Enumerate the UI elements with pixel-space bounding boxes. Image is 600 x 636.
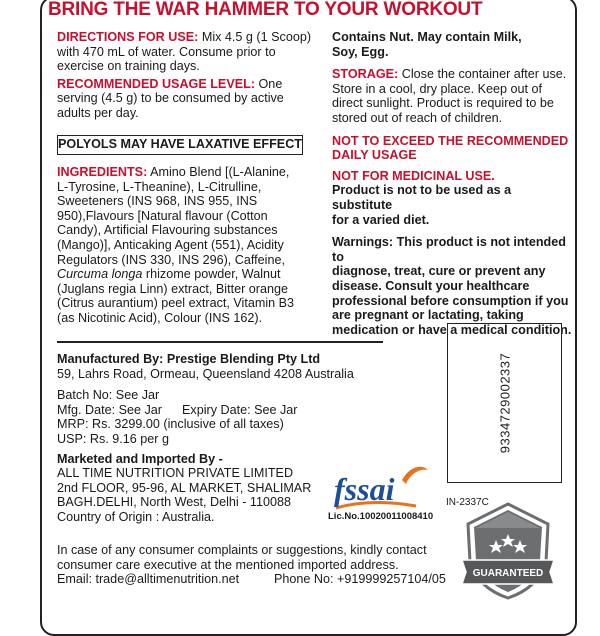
warnings-line: professional before consumption if you (332, 293, 569, 308)
directions-line: exercise on training days. (57, 59, 200, 74)
not-exceed-line: NOT TO EXCEED THE RECOMMENDED (332, 133, 569, 148)
mfg-date: Mfg. Date: See Jar (57, 402, 162, 417)
barcode-number: 9334729002337 (497, 352, 512, 454)
usp: USP: Rs. 9.16 per g (57, 431, 169, 446)
not-medicinal-line: for a varied diet. (332, 212, 430, 227)
directions-label: DIRECTIONS FOR USE: (57, 30, 199, 44)
ingredients-block (57, 165, 329, 326)
manufacturer-address: 59, Lahrs Road, Ormeau, Queensland 4208 Australia (57, 366, 354, 381)
directions-line: Mix 4.5 g (1 Scoop) (201, 30, 312, 44)
marketer-title: Marketed and Imported By - (57, 451, 223, 466)
expiry-date: Expiry Date: See Jar (182, 402, 298, 417)
ingredients-line: L-Tyrosine, L-Theanine), L-Citrulline, (57, 179, 262, 194)
not-medicinal-line: Product is not to be used as a substitute (332, 183, 512, 212)
fssai-logo-graphic (330, 462, 440, 512)
ingredients-italic: Curcuma longa (57, 267, 143, 282)
storage-line: Close the container after use. (401, 67, 567, 82)
warnings-line: medication or have a medical condition. (332, 322, 572, 337)
batch-no: Batch No: See Jar (57, 388, 160, 403)
ingredients-line: (Mango)], Anticaking Agent (551), Acidity (57, 237, 284, 252)
ingredients-line: rhizome powder, Walnut (142, 267, 281, 282)
warnings-line: are pregnant or lactating, taking (332, 308, 524, 323)
complaints-block (57, 543, 457, 587)
complaints-line: In case of any consumer complaints or suggestions, kindly contact (57, 543, 427, 557)
ingredients-label: INGREDIENTS: (57, 165, 148, 179)
manufacturer-title: Manufactured By: Prestige Blending Pty Ltd (57, 352, 321, 366)
fssai-license: Lic.No.10020011008410 (328, 511, 434, 522)
ingredients-line: (Citrus aurantium) peel extract, Vitamin B3 (57, 296, 295, 311)
complaints-line: consumer care executive at the mentioned imported address. (57, 557, 399, 572)
recommended-line: One (258, 76, 283, 91)
headline: BRING THE WAR HAMMER TO YOUR WORKOUT (48, 0, 483, 20)
barcode-box (447, 323, 562, 483)
directions-block (57, 30, 327, 121)
ingredients-line: (Juglans regia Linn) extract, Bitter orange (57, 281, 289, 296)
mrp: MRP: Rs. 3299.00 (inclusive of all taxes) (57, 417, 284, 432)
right-column (332, 30, 572, 337)
storage-label: STORAGE: (332, 67, 399, 82)
storage-line: Store in a cool, dry place. Keep out of (332, 81, 543, 96)
allergen-line: Contains Nut. May contain Milk, (332, 30, 522, 44)
marketer-line: Country of Origin : Australia. (57, 509, 215, 524)
in-code: IN-2337C (446, 497, 489, 508)
storage-line: stored out of reach of children. (332, 110, 503, 125)
not-medicinal-title: NOT FOR MEDICINAL USE. (332, 168, 495, 183)
allergen-line: Soy, Egg. (332, 44, 389, 59)
not-exceed-line: DAILY USAGE (332, 148, 417, 163)
divider (57, 341, 383, 343)
contact-phone[interactable]: Phone No: +919999257104/05 (274, 572, 446, 587)
fssai-logo (330, 462, 440, 512)
guaranteed-badge (458, 500, 558, 600)
marketer-line: BAGH.DELHI, North West, Delhi - 110088 (57, 495, 292, 510)
shield-icon (458, 500, 558, 600)
directions-line: with 470 mL of water. Consume prior to (57, 44, 276, 59)
contact-email[interactable]: Email: trade@alltimenutrition.net (57, 572, 240, 587)
recommended-line: adults per day. (57, 105, 139, 120)
polyols-warning-box: POLYOLS MAY HAVE LAXATIVE EFFECT (57, 135, 303, 155)
recommended-line: serving (4.5 g) to be consumed by active (57, 91, 284, 106)
storage-line: direct sunlight. Product is required to be (332, 96, 554, 111)
marketer-line: ALL TIME NUTRITION PRIVATE LIMITED (57, 466, 294, 481)
badge-text: GUARANTEED (472, 568, 544, 579)
ingredients-line: (as Nicotinic Acid), Colour (INS 162). (57, 310, 263, 325)
warnings-line: disease. Consult your healthcare (332, 278, 530, 293)
ingredients-line: Candy), Artificial Flavouring substances (57, 223, 278, 238)
ingredients-line: 950),Flavours [Natural flavour (Cotton (57, 208, 268, 223)
ingredients-line: Sweeteners (INS 968, INS 955, INS (57, 194, 258, 209)
fssai-leaf-icon (402, 467, 428, 484)
recommended-label: RECOMMENDED USAGE LEVEL: (57, 76, 256, 91)
warnings-line: diagnose, treat, cure or prevent any (332, 264, 546, 279)
warnings-line: Warnings: This product is not intended to (332, 235, 566, 264)
ingredients-line: Amino Blend [(L-Alanine, (150, 165, 290, 179)
fssai-logo-text: fssai (334, 471, 395, 507)
ingredients-line: Regulators (INS 330, INS 296), Caffeine, (57, 252, 285, 267)
marketer-line: 2nd FLOOR, 95-96, AL MARKET, SHALIMAR (57, 480, 312, 495)
